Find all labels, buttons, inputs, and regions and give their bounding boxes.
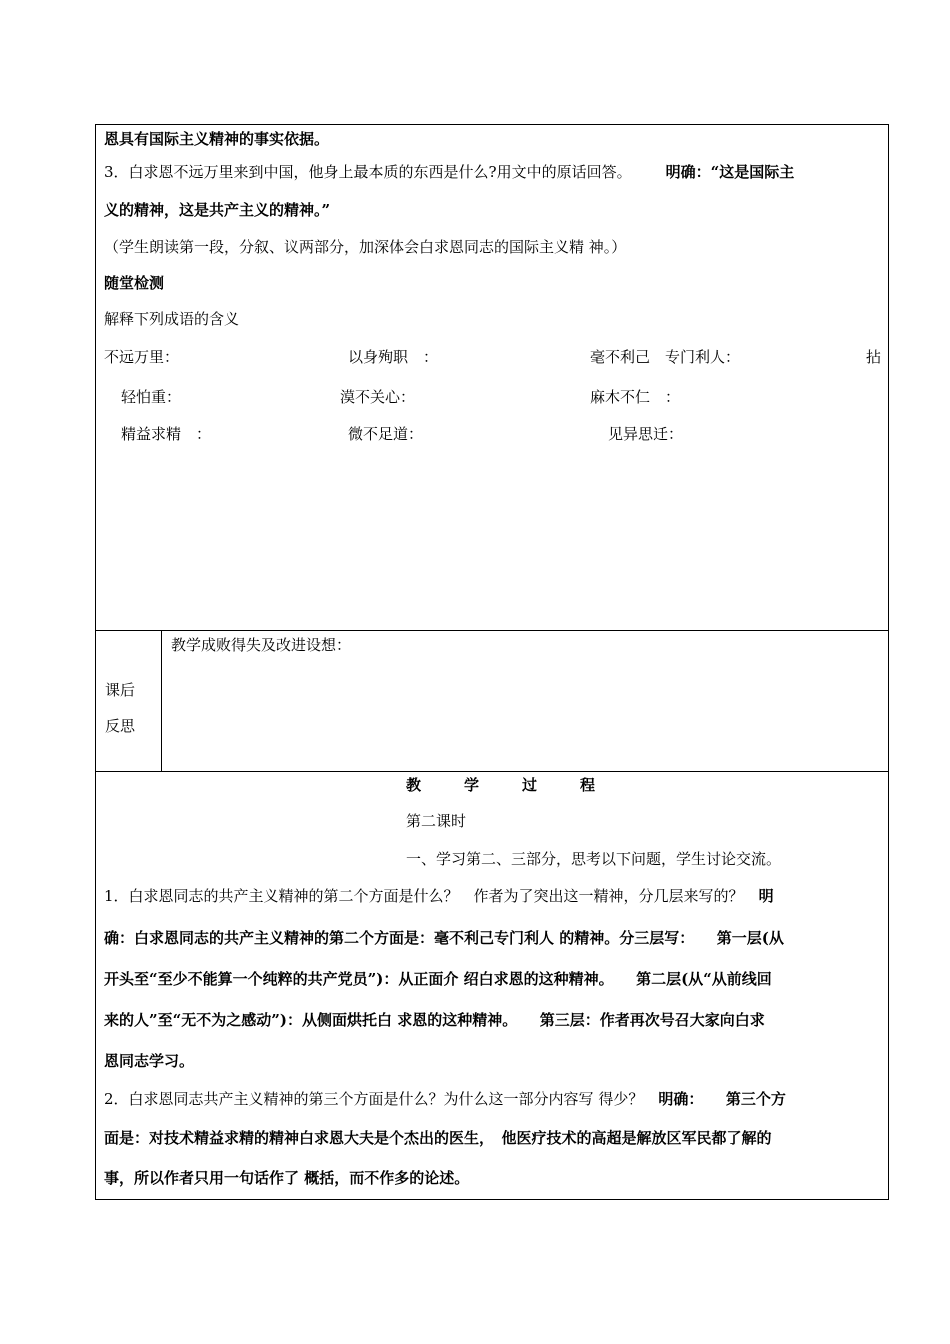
idiom-item: 微不足道： [348,425,424,443]
reflection-label-cell [96,631,162,772]
question-1-answer: 确：白求恩同志的共产主义精神的第二个方面是：毫不利己专门利人 的精神。分三层写： 第一层(从 [104,929,784,947]
idiom-item: 轻怕重： [121,388,182,406]
title-char: 过 [522,776,538,794]
question-1-answer-start: 明 [758,887,774,905]
idiom-item: 拈 [866,348,882,366]
question-1-answer: 恩同志学习。 [104,1052,195,1070]
idiom-item: 不远万里： [104,348,180,366]
question-2-answer: 事，所以作者只用一句话作了 概括，而不作多的论述。 [104,1169,470,1187]
question-2-answer: 面是：对技术精益求精的精神白求恩大夫是个杰出的医生， 他医疗技术的高超是解放区军民都了解的 [104,1129,772,1147]
quiz-heading: 随堂检测 [104,274,165,292]
title-char: 程 [580,776,596,794]
question-3-text: 3．白求恩不远万里来到中国，他身上最本质的东西是什么?用文中的原话回答。 [104,163,632,181]
question-2-answer-start: 明确： 第三个方 [658,1090,786,1108]
idiom-row-1 [104,337,880,377]
reflection-label: 课后 [105,681,136,699]
idiom-item: 麻木不仁 ： [590,388,681,406]
quiz-instruction: 解释下列成语的含义 [104,310,240,328]
title-char: 学 [464,776,480,794]
question-3 [104,153,880,191]
idiom-item: 见异思迁： [608,425,684,443]
text-line: 恩具有国际主义精神的事实依据。 [104,130,330,148]
lesson-table [95,124,889,1200]
idiom-item: 精益求精 ： [121,425,212,443]
question-1 [104,874,880,918]
idiom-row-2 [104,377,880,417]
question-1-answer: 来的人”至“无不为之感动”)：从侧面烘托白 求恩的这种精神。 第三层：作者再次号召大家向白求 [104,1011,765,1029]
question-3-answer-cont: 义的精神，这是共产主义的精神。” [104,201,331,219]
section1-cell [96,125,889,631]
section-title [104,772,880,798]
lesson-label: 第二课时 [406,812,467,830]
question-2 [104,1082,880,1116]
idiom-item: 以身殉职 ： [348,348,439,366]
idiom-row-3 [104,417,880,451]
question-3-answer: 明确：“这是国际主 [665,163,795,181]
section2-cell [96,772,889,1200]
question-1-answer: 开头至“至少不能算一个纯粹的共产党员”)：从正面介 绍白求恩的这种精神。 第二层(从“从前线回 [104,970,772,988]
idiom-item: 漠不关心： [340,388,416,406]
title-char: 教 [406,776,422,794]
reading-note: （学生朗读第一段，分叙、议两部分，加深体会白求恩同志的国际主义精 神。） [104,238,627,256]
reflection-content: 教学成败得失及改进设想： [171,636,352,654]
reflection-label: 反思 [105,717,136,735]
question-2-text: 2．白求恩同志共产主义精神的第三个方面是什么？为什么这一部分内容写 得少？ [104,1090,659,1108]
reflection-content-cell [162,631,889,772]
lesson-intro: 一、学习第二、三部分，思考以下问题，学生讨论交流。 [406,850,782,868]
idiom-item: 毫不利己 专门利人： [590,348,741,366]
question-1-text: 1．白求恩同志的共产主义精神的第二个方面是什么？ 作者为了突出这一精神，分几层来写的？ [104,887,759,905]
